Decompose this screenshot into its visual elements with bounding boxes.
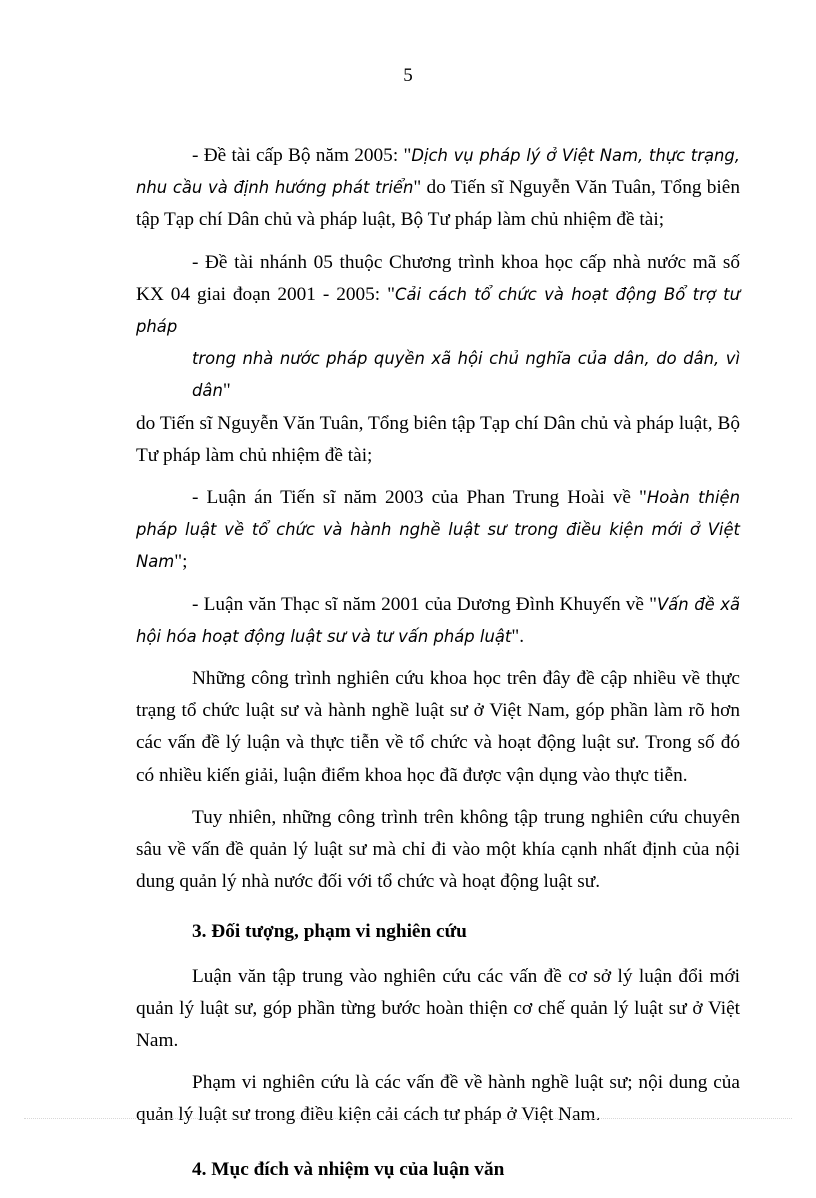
text: " do Tiến sĩ Nguyễn Văn Tuân, Tổng biên tập Tạp chí Dân chủ và pháp luật, Bộ Tư pháp làm chủ nhiệm đề tài; [136,177,740,231]
text: - Luận văn Thạc sĩ năm 2001 của Dương Đình Khuyến về " [192,593,657,615]
paragraph-research-1 [136,140,740,237]
italic-title: trong nhà nước pháp quyền xã hội chủ nghĩa của dân, do dân, vì dân [192,349,740,401]
section-heading-4: 4. Mục đích và nhiệm vụ của luận văn [192,1158,505,1180]
italic-title: Hoàn thiện pháp luật về tổ chức và hành nghề luật sư trong điều kiện mới ở Việt Nam [136,488,741,572]
text: ". [511,625,525,647]
paragraph-research-3 [136,482,740,579]
text: " [222,380,231,402]
paragraph-research-4 [136,589,740,653]
paragraph-research-2-tail: do Tiến sĩ Nguyễn Văn Tuân, Tổng biên tập Tạp chí Dân chủ và pháp luật, Bộ Tư pháp làm chủ nhiệm đề tài; [136,412,740,466]
italic-title: Dịch vụ pháp lý ở Việt Nam, thực trạng, nhu cầu và định hướng phát triển [136,146,740,198]
text: - Đề tài cấp Bộ năm 2005: " [192,145,412,166]
paragraph-scope: Phạm vi nghiên cứu là các vấn đề về hành nghề luật sư; nội dung của quản lý luật sư trong điều kiện cải cách tư pháp ở Việt Nam. [136,1072,740,1126]
paragraph-research-2 [136,247,740,344]
paragraph-gap: Tuy nhiên, những công trình trên không tập trung nghiên cứu chuyên sâu về vấn đề quản lý luật sư mà chỉ đi vào một khía cạnh nhất định của nội dung quản lý nhà nước đối với tổ chức và hoạt động luật sư. [136,806,740,893]
text: - Đề tài nhánh 05 thuộc Chương trình khoa học cấp nhà nước mã số KX 04 giai đoạn 2001 - 2005: " [136,251,740,305]
paragraph-object: Luận văn tập trung vào nghiên cứu các vấn đề cơ sở lý luận đổi mới quản lý luật sư, góp phần từng bước hoàn thiện cơ chế quản lý luật sư ở Việt Nam. [136,965,740,1052]
page-bottom-divider [24,1118,792,1119]
text: - Luận án Tiến sĩ năm 2003 của Phan Trung Hoài về " [192,487,647,509]
document-body [136,140,740,1198]
section-heading-3: 3. Đối tượng, phạm vi nghiên cứu [192,921,467,943]
italic-title: Vấn đề xã hội hóa hoạt động luật sư và tư vấn pháp luật [136,594,740,646]
italic-title: Cải cách tổ chức và hoạt động Bổ trợ tư pháp [136,284,741,337]
text: "; [174,551,188,573]
paragraph-summary: Những công trình nghiên cứu khoa học trên đây đề cập nhiều về thực trạng tổ chức luật sư và hành nghề luật sư ở Việt Nam, góp phần làm rõ hơn các vấn đề lý luận và thực tiễn về tổ chức và hoạt động luật sư. Trong số đó có nhiều kiến giải, luận điểm khoa học đã được vận dụng vào thực tiễn. [136,668,740,786]
paragraph-research-2-continued [136,343,740,407]
page-number: 5 [403,65,413,86]
